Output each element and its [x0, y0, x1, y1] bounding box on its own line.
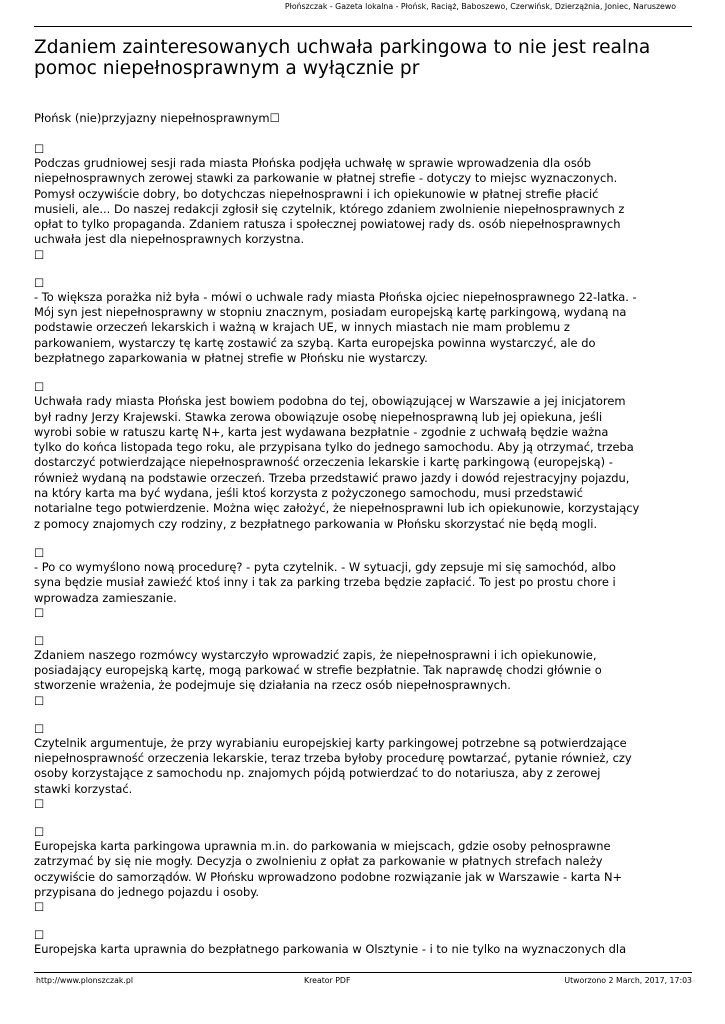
paragraph-line: musieli, ale... Do naszej redakcji zgłosił się czytelnik, którego zdaniem zwolnienie niepełnosprawnych z — [34, 201, 625, 216]
placeholder-box-icon: ☐ — [34, 900, 45, 915]
placeholder-box-icon: ☐ — [34, 247, 45, 262]
paragraph-line: osoby korzystające z samochodu np. znajomych pójdą potwierdzać to do notariusza, aby z zerowej — [34, 766, 601, 781]
placeholder-box-icon: ☐ — [34, 633, 45, 648]
paragraph-line: przypisana do jednego pojazdu i osoby. — [34, 884, 259, 899]
paragraph-line: oczywiście do samorządów. W Płońsku wprowadzono podobne rozwiązanie jak w Warszawie - karta N+ — [34, 869, 623, 884]
paragraph-line: notarialne tego potwierdzenie. Można więc założyć, że niepełnosprawni lub ich opiekunowie, korzystający — [34, 501, 640, 516]
subtitle-text: Płońsk (nie)przyjazny niepełnosprawnym — [34, 111, 270, 125]
paragraph-line: podstawie orzeczeń lekarskich i ważną w krajach UE, w innych miastach nie mam problemu z — [34, 320, 570, 335]
paragraph-line: opłat to tylko propaganda. Zdaniem ratusza i społecznej powiatowej rady ds. osób niepełnosprawnych — [34, 217, 621, 232]
paragraph-spacer — [34, 914, 694, 928]
article-paragraph — [34, 634, 694, 708]
paragraph-line: wprowadza zamieszanie. — [34, 590, 177, 605]
placeholder-box-icon: ☐ — [34, 380, 45, 395]
paragraph-line: na który karta ma być wydana, jeśli ktoś korzysta z pożyczonego samochodu, musi przedstawić — [34, 486, 583, 501]
paragraph-spacer — [34, 366, 694, 380]
paragraph-spacer — [34, 708, 694, 722]
paragraph-line: był radny Jerzy Krajewski. Stawka zerowa obowiązuje osobę niepełnosprawną lub jej opiekuna, jeśli — [34, 409, 603, 424]
placeholder-box-icon: ☐ — [34, 721, 45, 736]
paragraph-spacer — [34, 532, 694, 546]
paragraph-line: tylko do końca listopada tego roku, ale przypisana tylko do jednego samochodu. Aby ją otrzymać, trzeba — [34, 440, 634, 455]
placeholder-box-icon: ☐ — [34, 545, 45, 560]
paragraph-spacer — [34, 620, 694, 634]
footer-divider — [34, 972, 692, 973]
article-paragraph — [34, 928, 694, 957]
paragraph-spacer — [34, 811, 694, 825]
paragraph-line: Podczas grudniowej sesji rada miasta Płońska podjęła uchwałę w sprawie wprowadzenia dla osób — [34, 156, 592, 170]
paragraph-line: Uchwała rady miasta Płońska jest bowiem podobna do tej, obowiązującej w Warszawie a jej inicjatorem — [34, 394, 626, 409]
placeholder-box-icon: ☐ — [34, 928, 45, 943]
paragraph-line: stawki korzystać. — [34, 781, 133, 796]
article-body — [34, 142, 694, 957]
paragraph-line: Pomysł oczywiście dobry, bo dotychczas niepełnosprawni i ich opiekunowie w płatnej strefie płacić — [34, 186, 599, 201]
paragraph-line: Mój syn jest niepełnosprawny w stopniu znacznym, posiadam europejską kartę parkingową, wydaną na — [34, 305, 627, 320]
paragraph-line: parkowaniem, wystarczy tę kartę zostawić za szybą. Karta europejska powinna wystarczyć, ale do — [34, 335, 596, 350]
placeholder-box-icon: ☐ — [34, 824, 45, 839]
header-divider — [34, 26, 692, 27]
page-header-source: Płońszczak - Gazeta lokalna - Płońsk, Raciąż, Baboszewo, Czerwińsk, Dzierzążnia, Joniec, Naruszewo — [284, 2, 676, 11]
article-paragraph — [34, 722, 694, 811]
paragraph-line: wyrobi sobie w ratuszu kartę N+, karta jest wydawana bezpłatnie - zgodnie z uchwałą będzie ważna — [34, 424, 609, 439]
paragraph-line: bezpłatnego zaparkowania w płatnej strefie w Płońsku nie wystarczy. — [34, 350, 428, 365]
paragraph-line: zatrzymać by się nie mogły. Decyzja o zwolnieniu z opłat za parkowanie w płatnych strefach należy — [34, 854, 603, 869]
placeholder-box-icon: ☐ — [34, 796, 45, 811]
placeholder-box-icon: ☐ — [34, 605, 45, 620]
footer-generator: Kreator PDF — [304, 976, 351, 985]
article-paragraph — [34, 825, 694, 914]
paragraph-line: z pomocy znajomych czy rodziny, z bezpłatnego parkowania w Płońsku skorzystać nie będą mogli. — [34, 516, 598, 531]
article-paragraph — [34, 546, 694, 620]
paragraph-line: posiadający europejską kartę, mogą parkować w strefie bezpłatnie. Tak naprawdę chodzi głównie o — [34, 663, 602, 678]
paragraph-line: Europejska karta uprawnia do bezpłatnego parkowania w Olsztynie - i to nie tylko na wyznaczonych dla — [34, 942, 627, 957]
placeholder-box-icon: ☐ — [34, 142, 45, 156]
article-paragraph — [34, 380, 694, 532]
paragraph-line: stworzenie wrażenia, że podejmuje się działania na rzecz osób niepełnosprawnych. — [34, 678, 511, 693]
article-title: Zdaniem zainteresowanych uchwała parkingowa to nie jest realna pomoc niepełnosprawnym a wyłącznie pr — [34, 37, 651, 79]
footer-url[interactable]: http://www.plonszczak.pl — [36, 976, 134, 985]
placeholder-box-icon: ☐ — [34, 275, 45, 290]
paragraph-line: Europejska karta parkingowa uprawnia m.in. do parkowania w miejscach, gdzie osoby pełnosprawne — [34, 838, 611, 853]
paragraph-line: - Po co wymyślono nową procedurę? - pyta czytelnik. - W sytuacji, gdy zepsuje mi się samochód, albo — [34, 559, 616, 574]
article-paragraph — [34, 276, 694, 366]
paragraph-line: Zdaniem naszego rozmówcy wystarczyło wprowadzić zapis, że niepełnosprawni i ich opiekunowie, — [34, 647, 597, 662]
paragraph-line: Czytelnik argumentuje, że przy wyrabianiu europejskiej karty parkingowej potrzebne są potwierdzające — [34, 735, 627, 750]
paragraph-line: niepełnosprawnych zerowej stawki za parkowanie w płatnej strefie - dotyczy to miejsc wyznaczonych. — [34, 171, 618, 186]
footer-created-date: Utworzono 2 March, 2017, 17:03 — [564, 976, 692, 985]
paragraph-spacer — [34, 262, 694, 276]
article-subtitle — [34, 111, 280, 125]
paragraph-line: również wydaną na podstawie orzeczeń. Trzeba przedstawić prawo jazdy i dowód rejestracyjny pojazdu, — [34, 470, 630, 485]
article-paragraph — [34, 142, 694, 262]
paragraph-line: dostarczyć potwierdzające niepełnosprawność orzeczenia lekarskie i kartę parkingową (europejską) - — [34, 455, 613, 470]
paragraph-line: - To większa porażka niż była - mówi o uchwale rady miasta Płońska ojciec niepełnosprawnego 22-latka. - — [34, 289, 637, 304]
paragraph-line: uchwała jest dla niepełnosprawnych korzystna. — [34, 232, 305, 247]
paragraph-line: niepełnosprawność orzeczenia lekarskie, teraz trzeba byłoby procedurę powtarzać, pytanie również, czy — [34, 751, 632, 766]
placeholder-box-icon: ☐ — [34, 693, 45, 708]
placeholder-box-icon: ☐ — [269, 111, 280, 125]
paragraph-line: syna będzie musiał zawieźć ktoś inny i tak za parking trzeba będzie zapłacić. To jest po prostu chore i — [34, 575, 616, 590]
